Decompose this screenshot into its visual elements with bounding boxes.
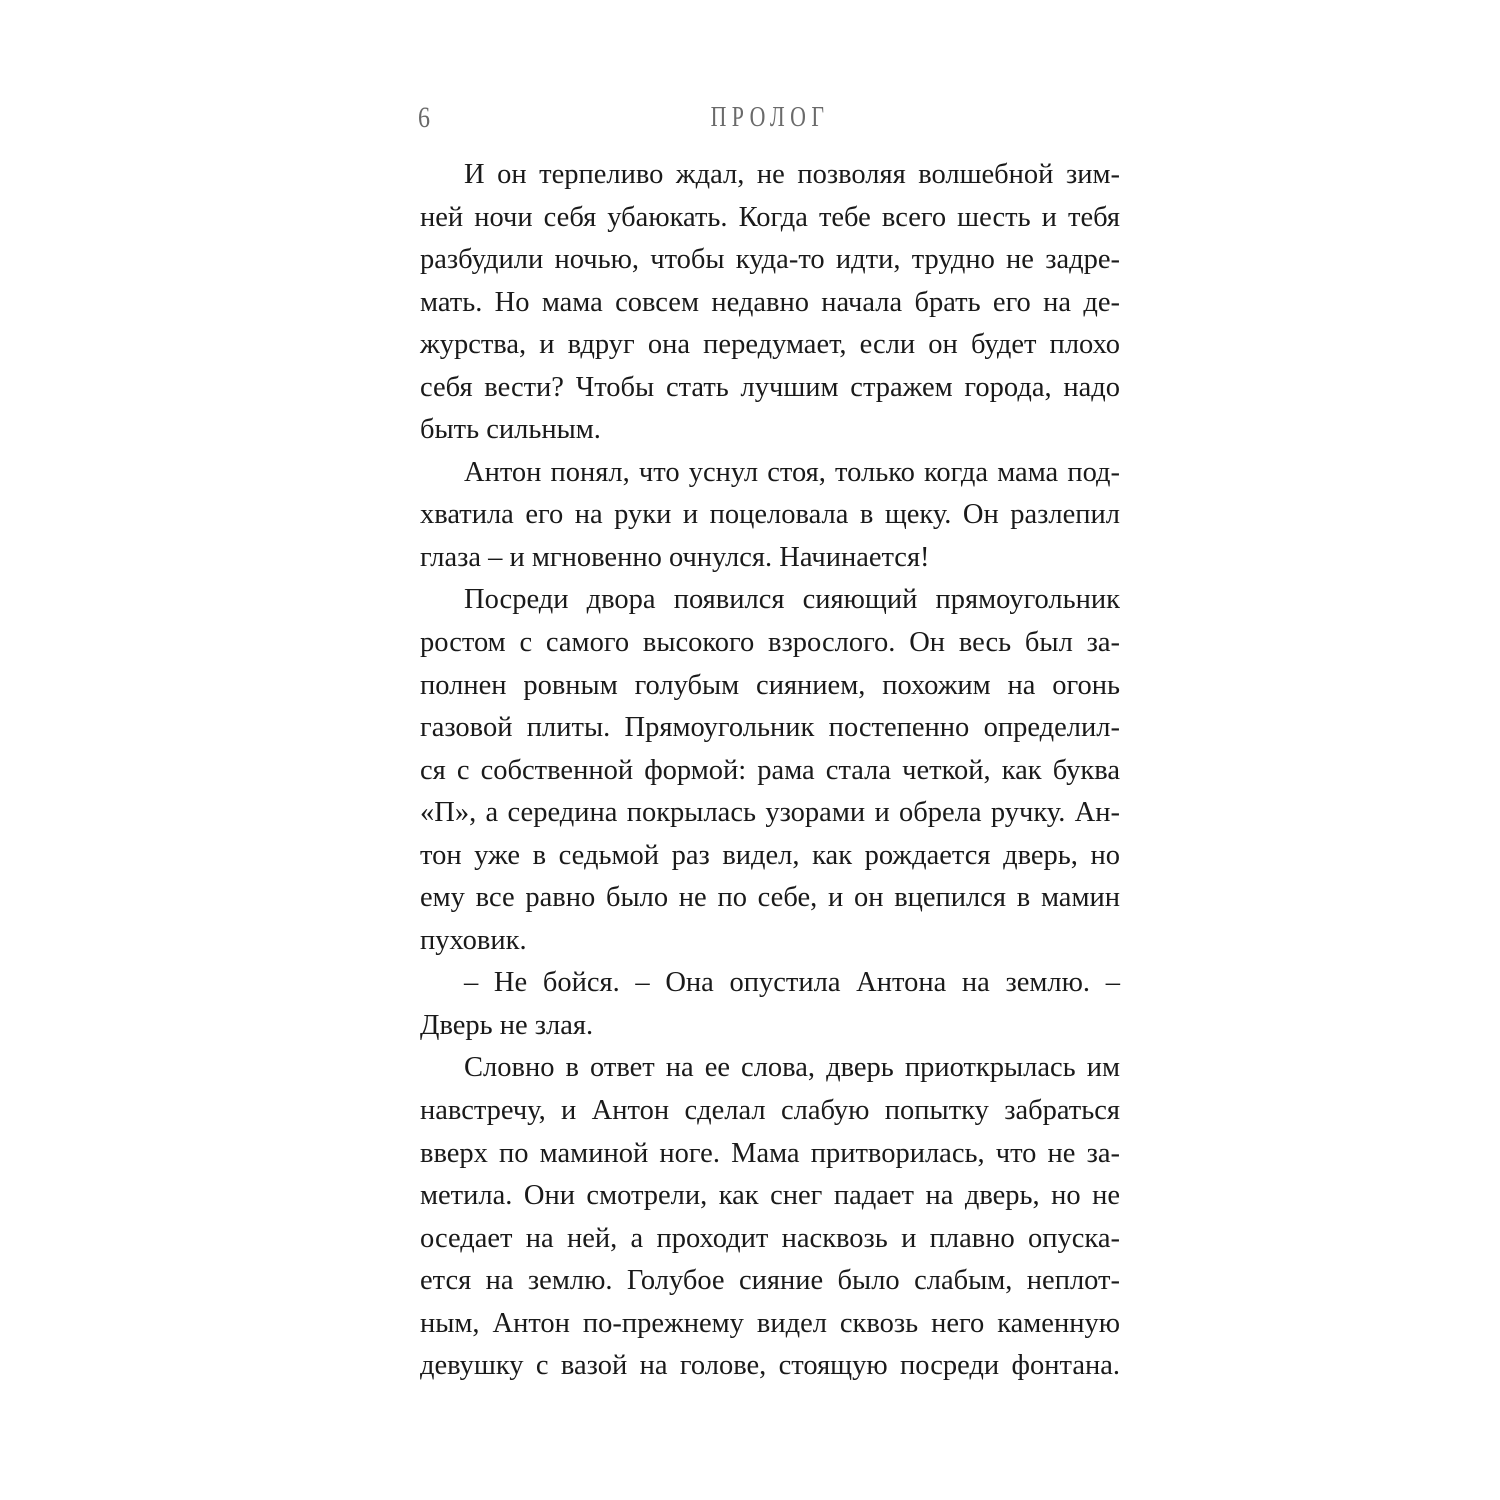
text-line: глаза – и мгновенно очнулся. Начинается! xyxy=(420,541,930,573)
text-line: пуховик. xyxy=(420,924,527,956)
text-line: навстречу, и Антон сделал слабую попытку забраться xyxy=(420,1095,1120,1127)
running-head xyxy=(418,98,1122,138)
text-line: мать. Но мама совсем недавно начала брать его на де- xyxy=(420,286,1120,318)
text-line: газовой плиты. Прямоугольник постепенно определил- xyxy=(420,712,1120,744)
text-line: ней ночи себя убаюкать. Когда тебе всего шесть и тебя xyxy=(420,201,1120,233)
text-line: ему все равно было не по себе, и он вцепился в мамин xyxy=(420,882,1120,914)
body-text xyxy=(420,154,1120,1388)
paragraph xyxy=(420,154,1120,452)
text-line: быть сильным. xyxy=(420,414,601,446)
text-line: журства, и вдруг она передумает, если он будет плохо xyxy=(420,329,1120,361)
chapter-title: ПРОЛОГ xyxy=(710,102,830,133)
text-line: Дверь не злая. xyxy=(420,1009,594,1041)
text-line: Посреди двора появился сияющий прямоугольник xyxy=(464,584,1120,616)
text-line: оседает на ней, а проходит насквозь и плавно опуска- xyxy=(420,1222,1120,1254)
text-line: «П», а середина покрылась узорами и обрела ручку. Ан- xyxy=(420,797,1120,829)
text-line: девушку с вазой на голове, стоящую посреди фонтана. xyxy=(420,1350,1120,1382)
text-line: хватила его на руки и поцеловала в щеку. Он разлепил xyxy=(420,499,1120,531)
text-line: ся с собственной формой: рама стала четкой, как буква xyxy=(420,754,1120,786)
paragraph xyxy=(420,452,1120,580)
text-line: полнен ровным голубым сиянием, похожим на огонь xyxy=(420,669,1120,701)
text-line: разбудили ночью, чтобы куда-то идти, трудно не задре- xyxy=(420,244,1120,276)
text-line: ется на землю. Голубое сияние было слабым, неплот- xyxy=(420,1265,1120,1297)
dialogue-paragraph xyxy=(420,962,1120,1047)
page-number: 6 xyxy=(418,101,430,134)
text-line: Словно в ответ на ее слова, дверь приоткрылась им xyxy=(464,1052,1120,1084)
text-line: – Не бойся. – Она опустила Антона на землю. – xyxy=(464,967,1120,999)
text-line: вверх по маминой ноге. Мама притворилась, что не за- xyxy=(420,1137,1120,1169)
text-line: метила. Они смотрели, как снег падает на дверь, но не xyxy=(420,1180,1120,1212)
paragraph xyxy=(420,579,1120,962)
text-line: И он терпеливо ждал, не позволяя волшебной зим- xyxy=(464,159,1120,190)
text-line: Антон понял, что уснул стоя, только когда мама под- xyxy=(464,456,1120,488)
text-line: ным, Антон по-прежнему видел сквозь него каменную xyxy=(420,1307,1120,1339)
text-line: ростом с самого высокого взрослого. Он весь был за- xyxy=(420,627,1120,659)
text-line: себя вести? Чтобы стать лучшим стражем города, надо xyxy=(420,371,1120,403)
text-line: тон уже в седьмой раз видел, как рождается дверь, но xyxy=(420,839,1120,871)
paragraph xyxy=(420,1047,1120,1387)
